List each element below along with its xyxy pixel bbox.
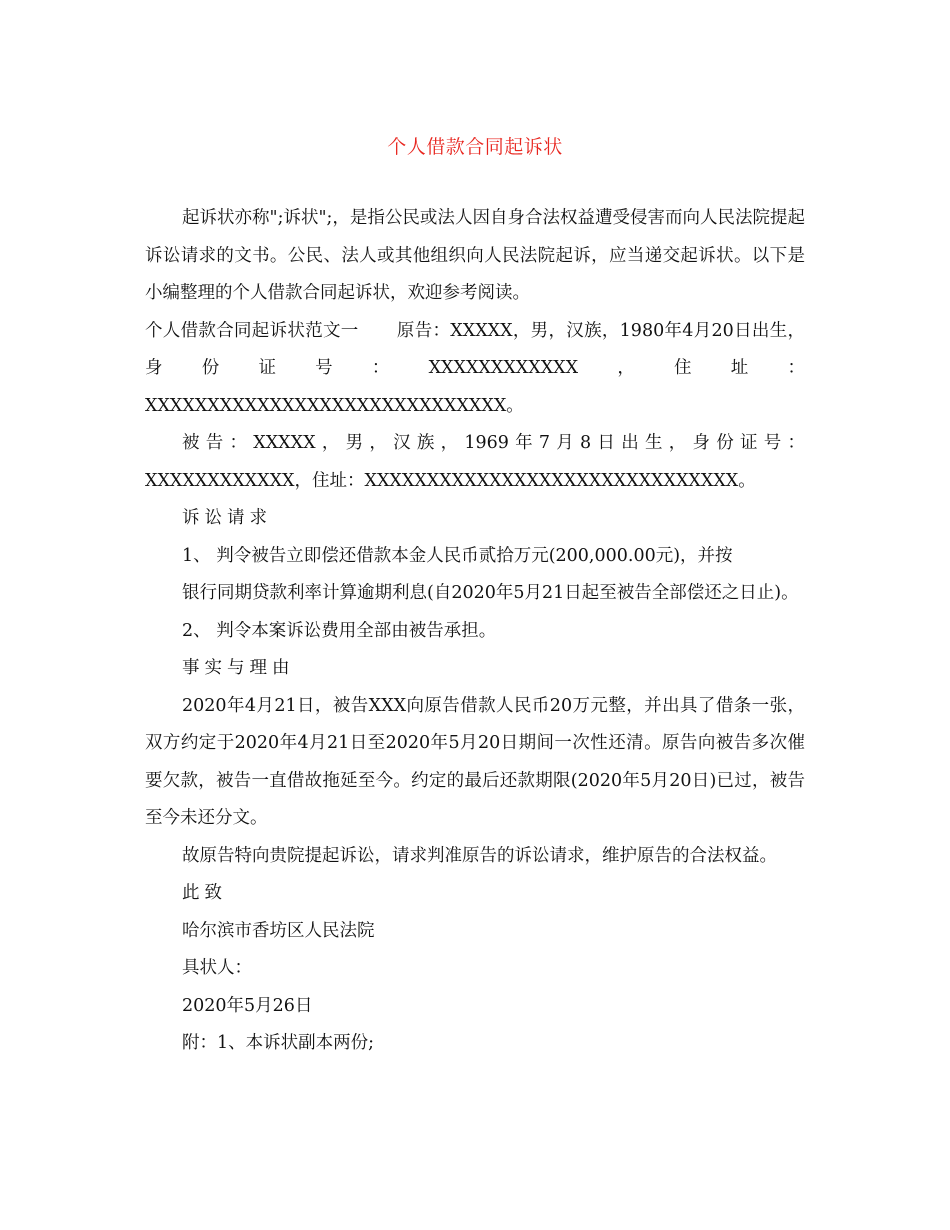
- signer-label: 具状人：: [182, 958, 252, 978]
- claim-2: 2、 判令本案诉讼费用全部由被告承担。: [182, 620, 497, 641]
- facts-paragraph: 2020年4月21日，被告XXX向原告借款人民币20万元整，并出具了借条一张，双方约定于2020年4月21日至2020年5月20日期间一次性还清。原告向被告多次催要欠款，被告一直借故拖延至今。约定的最后还款期限(2020年5月20日)已过，被告至今未还分文。: [145, 695, 805, 828]
- plaintiff-info: 原告：XXXXX，男，汉族，1980年4月20日出生，身份证号：XXXXXXXXXXXX，住址：XXXXXXXXXXXXXXXXXXXXXXXXXXXXX。: [145, 320, 806, 416]
- sample-paragraph: [145, 313, 805, 426]
- salutation: 此致: [182, 883, 227, 903]
- facts-heading: 事实与理由: [182, 658, 295, 678]
- document-body: [145, 200, 805, 1063]
- filing-date: 2020年5月26日: [182, 995, 313, 1016]
- claim-1-line-2: 银行同期贷款利率计算逾期利息(自2020年5月21日起至被告全部偿还之日止)。: [182, 583, 799, 603]
- intro-paragraph: 起诉状亦称";诉状";，是指公民或法人因自身合法权益遭受侵害而向人民法院提起诉讼请求的文书。公民、法人或其他组织向人民法院起诉，应当递交起诉状。以下是小编整理的个人借款合同起诉状，欢迎参考阅读。: [145, 208, 805, 303]
- claim-1-line-1: 1、 判令被告立即偿还借款本金人民币贰拾万元(200,000.00元)，并按: [182, 545, 733, 566]
- court-name: 哈尔滨市香坊区人民法院: [182, 920, 375, 941]
- attachment-note: 附：1、本诉状副本两份;: [182, 1033, 375, 1053]
- defendant-info: 被告：XXXXX，男，汉族，1969年7月8日出生，身份证号：XXXXXXXXXXXX，住址：XXXXXXXXXXXXXXXXXXXXXXXXXXXXXX。: [145, 433, 805, 491]
- claims-heading: 诉讼请求: [182, 508, 272, 528]
- document-title: 个人借款合同起诉状: [387, 136, 563, 158]
- sample-heading: 个人借款合同起诉状范文一: [145, 320, 359, 341]
- conclusion-paragraph: 故原告特向贵院提起诉讼，请求判准原告的诉讼请求，维护原告的合法权益。: [182, 845, 777, 866]
